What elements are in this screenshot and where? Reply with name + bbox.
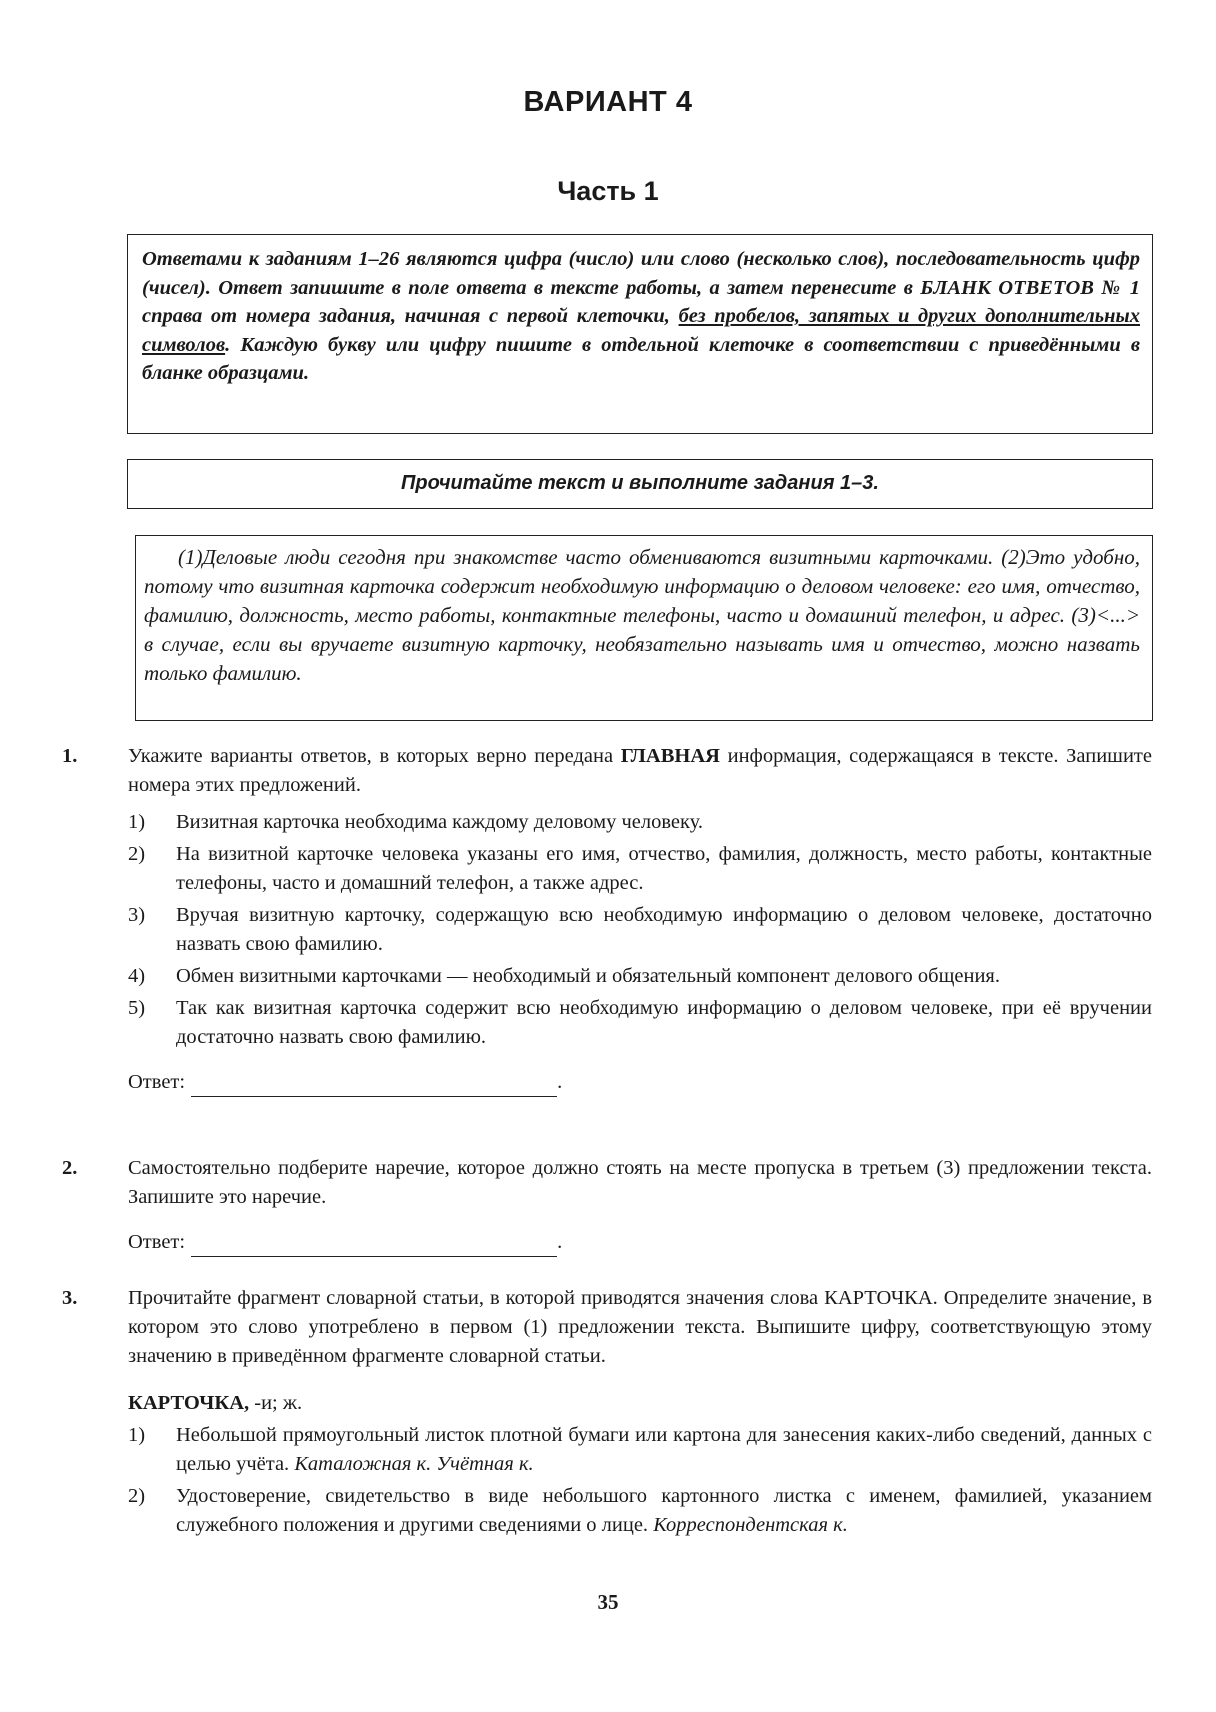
task-1 bbox=[62, 742, 1152, 1097]
meaning-item: 2) Удостоверение, свидетельство в виде небольшого картонного листка с именем, фамилией, указанием служебного положения и другими сведениями о лице. Корреспондентская к. bbox=[128, 1485, 1152, 1536]
option-item: 4) Обмен визитными карточками — необходимый и обязательный компонент делового общения. bbox=[128, 965, 1000, 987]
reading-text-box bbox=[135, 535, 1153, 721]
answer-line: Ответ: . bbox=[128, 1228, 1152, 1257]
task-question: Прочитайте фрагмент словарной статьи, в которой приводятся значения слова КАРТОЧКА. Определите значение, в котором это слово употреблено в первом (1) предложении текста. Выпишите цифру, соответствующую этому значению в приведённом фрагменте словарной статьи. bbox=[128, 1287, 1152, 1367]
instructions-text-2: . Каждую букву или цифру пишите в отдельной клеточке в соответствии с приведёнными в бланке образцами. bbox=[142, 333, 1140, 384]
part-title: Часть 1 bbox=[557, 176, 659, 206]
dictionary-headword: КАРТОЧКА, -и; ж. bbox=[128, 1392, 303, 1414]
option-item: 5) Так как визитная карточка содержит всю необходимую информацию о деловом человеке, при её вручении достаточно назвать свою фамилию. bbox=[128, 997, 1152, 1048]
variant-title: ВАРИАНТ 4 bbox=[523, 86, 693, 118]
answer-label: Ответ: bbox=[128, 1231, 186, 1253]
task-number: 1. bbox=[62, 745, 78, 767]
instructions-box bbox=[127, 234, 1153, 434]
answer-label: Ответ: bbox=[128, 1071, 186, 1093]
option-item: 2) На визитной карточке человека указаны его имя, отчество, фамилия, должность, место работы, контактные телефоны, часто и домашний телефон, а также адрес. bbox=[128, 843, 1152, 894]
page-number: 35 bbox=[597, 1590, 619, 1614]
reading-text: (1)Деловые люди сегодня при знакомстве часто обмениваются визитными карточками. (2)Это удобно, потому что визитная карточка содержит необходимую информацию о деловом человеке: его имя, отчество, фамилию, должность, место работы, контактные телефоны, часто и домашний телефон, и адрес. (3)<...> в случае, если вы вручаете визитную карточку, необязательно называть имя и отчество, можно назвать только фамилию. bbox=[144, 545, 1140, 685]
instructions-underlined: без пробелов, запятых и других дополнительных символов bbox=[142, 305, 1140, 356]
answer-field[interactable] bbox=[191, 1234, 557, 1257]
answer-field[interactable] bbox=[191, 1074, 557, 1097]
meaning-item: 1) Небольшой прямоугольный листок плотной бумаги или картона для занесения каких-либо сведений, данных с целью учёта. Каталожная к. Учётная к. bbox=[128, 1424, 1152, 1475]
task-2 bbox=[62, 1154, 1152, 1257]
instructions-text-1: Ответами к заданиям 1–26 являются цифра (число) или слово (несколько слов), последовательность цифр (чисел). Ответ запишите в поле ответа в тексте работы, а затем перенесите в БЛАНК ОТВЕТОВ № 1 справа от номера задания, начиная с первой клеточки, bbox=[142, 248, 1140, 327]
option-item: 1) Визитная карточка необходима каждому деловому человеку. bbox=[128, 811, 704, 833]
task-question: Укажите варианты ответов, в которых верно передана ГЛАВНАЯ информация, содержащаяся в тексте. Запишите номера этих предложений. bbox=[128, 745, 1152, 796]
task-3 bbox=[62, 1284, 1152, 1540]
option-item: 3) Вручая визитную карточку, содержащую всю необходимую информацию о деловом человеке, достаточно назвать свою фамилию. bbox=[128, 904, 1152, 955]
task-number: 3. bbox=[62, 1287, 78, 1309]
answer-line: Ответ: . bbox=[128, 1068, 1152, 1097]
task-number: 2. bbox=[62, 1157, 78, 1179]
task-question: Самостоятельно подберите наречие, которое должно стоять на месте пропуска в третьем (3) предложении текста. Запишите это наречие. bbox=[128, 1157, 1152, 1208]
read-prompt: Прочитайте текст и выполните задания 1–3. bbox=[401, 472, 879, 494]
read-prompt-box bbox=[127, 459, 1153, 509]
